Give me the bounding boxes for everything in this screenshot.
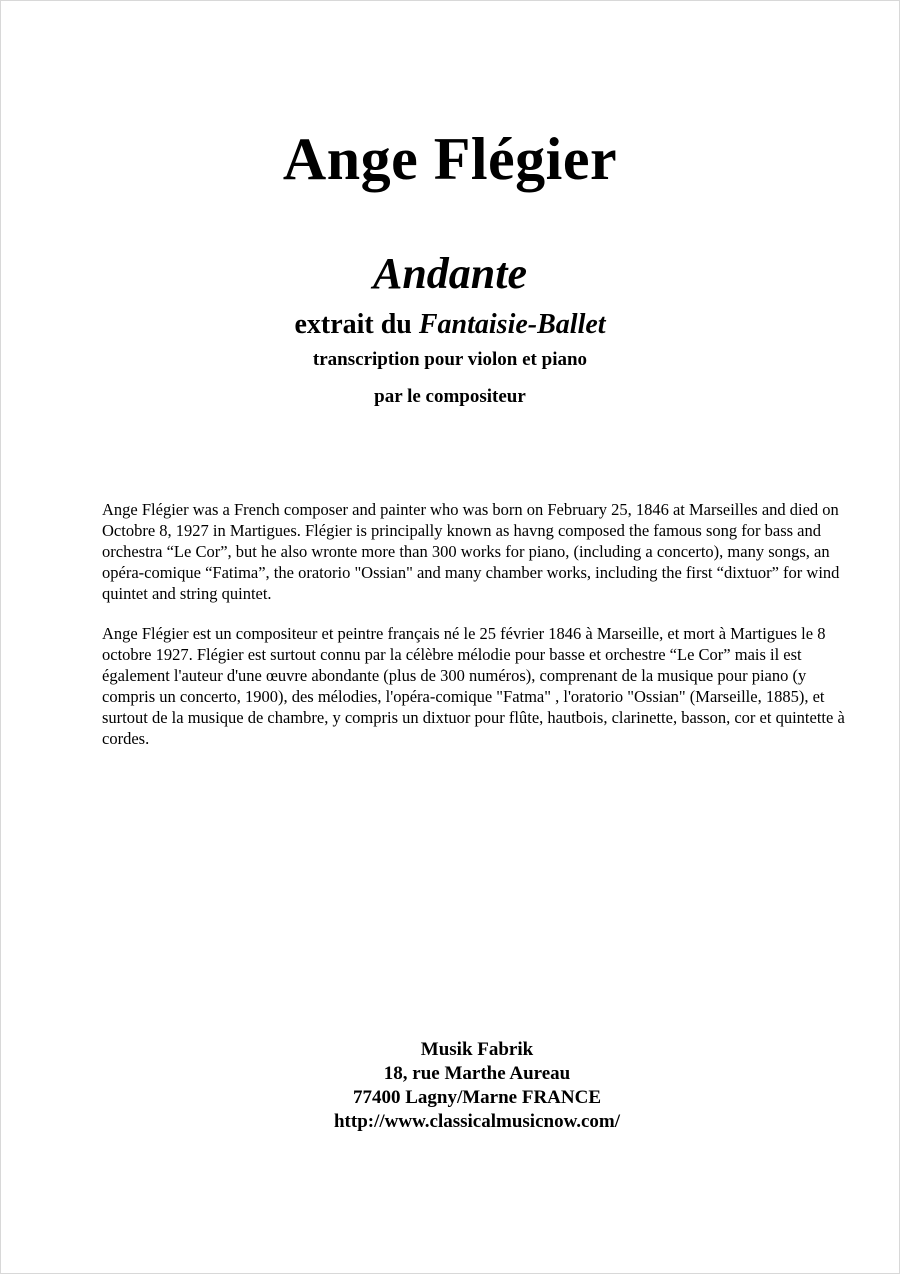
composer-name: Ange Flégier bbox=[282, 126, 618, 192]
publisher-block bbox=[0, 1038, 900, 1134]
publisher-url[interactable]: http://www.classicalmusicnow.com/ bbox=[333, 1111, 621, 1132]
bio-french: Ange Flégier est un compositeur et peintre français né le 25 février 1846 à Marseille, et mort à Martigues le 8 octobre 1927. Flégier est surtout connu par la célèbre mélodie pour basse et orchestre “Le Cor” mais il est également l'auteur d'une œuvre abondante (plus de 300 numéros), comprenant de la musique pour piano (y compris un concerto, 1900), des mélodies, l'opéra-comique "Fatma" , l'oratorio "Ossian" (Marseille, 1885), et surtout de la musique de chambre, y compris un dixtuor pour flûte, hautbois, clarinette, basson, cor et quintette à cordes. bbox=[102, 624, 845, 748]
transcription-line: transcription pour violon et piano bbox=[312, 349, 588, 370]
publisher-city: 77400 Lagny/Marne FRANCE bbox=[352, 1087, 602, 1108]
publisher-name: Musik Fabrik bbox=[420, 1039, 534, 1060]
publisher-street: 18, rue Marthe Aureau bbox=[383, 1063, 571, 1084]
subtitle bbox=[0, 308, 900, 342]
subtitle-prefix: extrait du bbox=[294, 309, 419, 340]
bio-english: Ange Flégier was a French composer and painter who was born on February 25, 1846 at Marseilles and died on Octobre 8, 1927 in Martigues. Flégier is principally known as havng composed the famous song for bass and orchestra “Le Cor”, but he also wronte more than 300 works for piano, (including a concerto), many songs, an opéra-comique “Fatima”, the oratorio "Ossian" and many chamber works, including the first “dixtuor” for wind quintet and string quintet. bbox=[102, 500, 840, 603]
arranger-line: par le compositeur bbox=[374, 386, 526, 407]
work-title: Andante bbox=[372, 249, 528, 298]
subtitle-work: Fantaisie-Ballet bbox=[418, 309, 606, 340]
